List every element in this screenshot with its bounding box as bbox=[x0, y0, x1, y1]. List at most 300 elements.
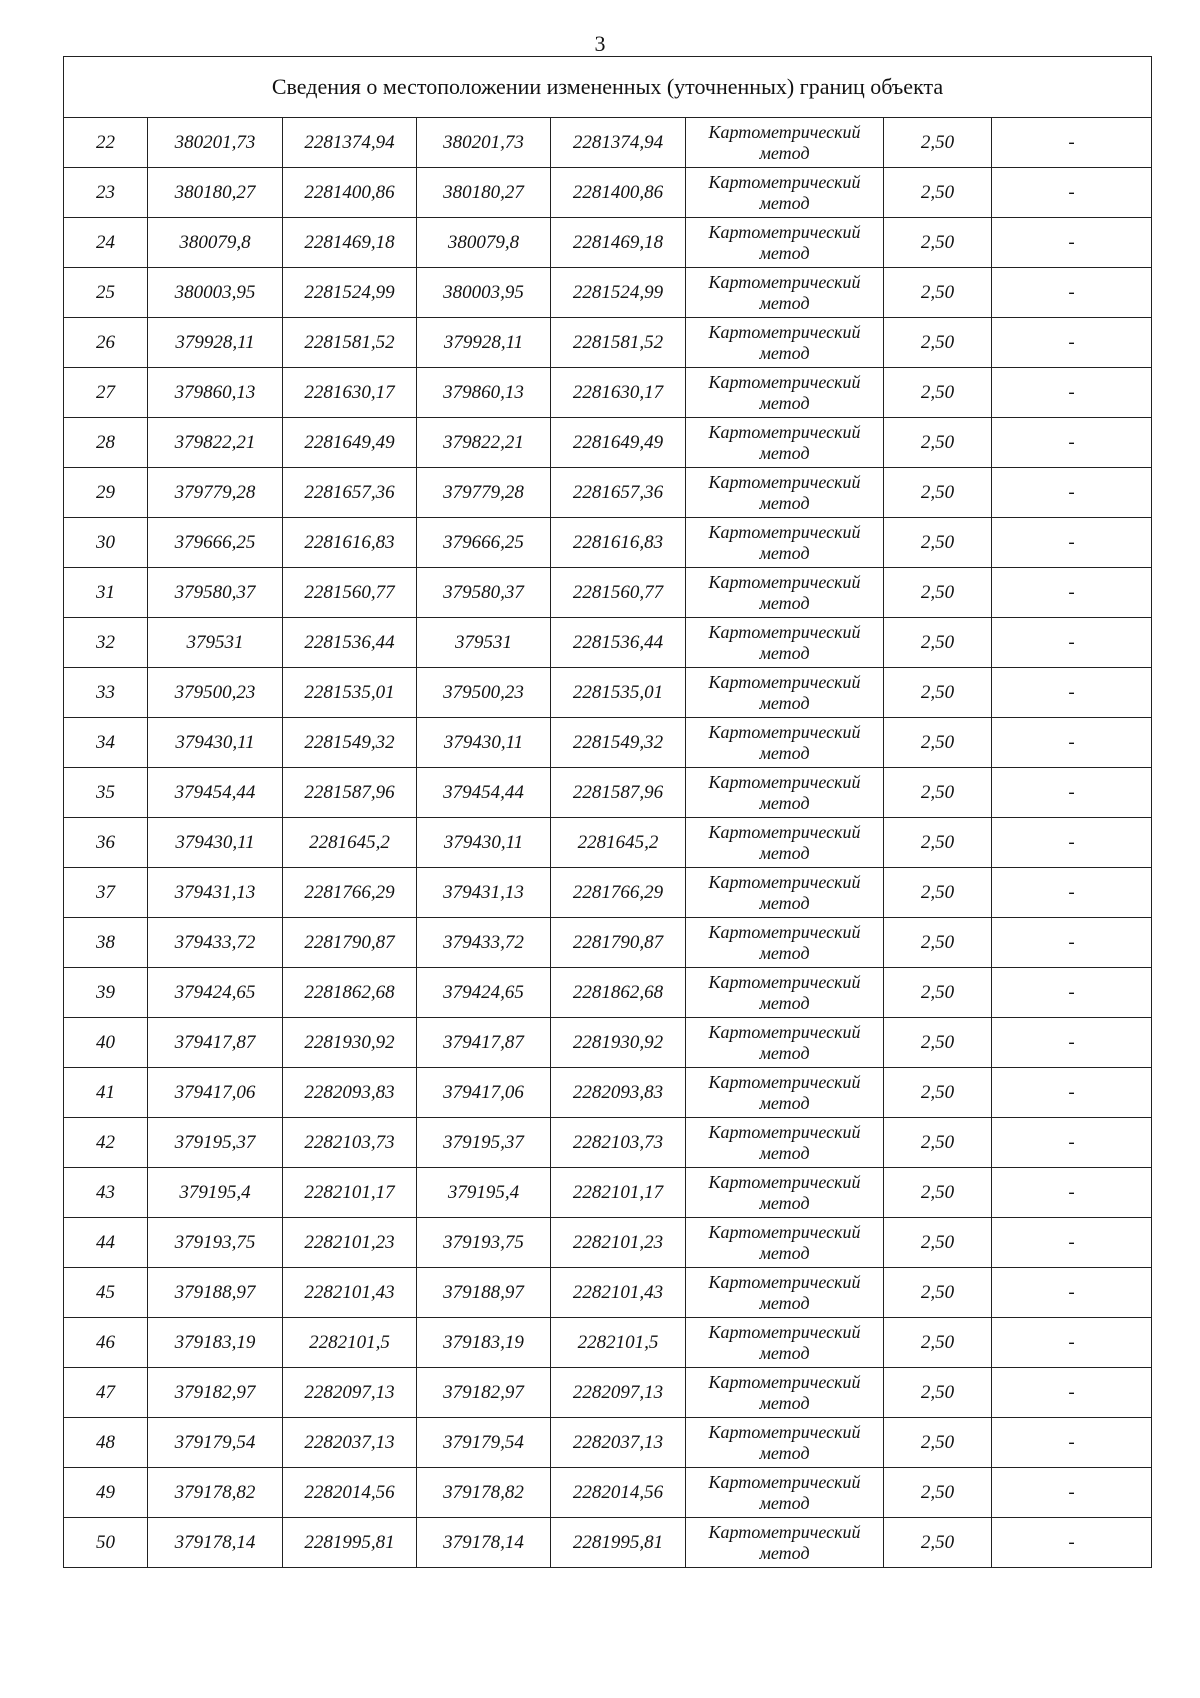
y-existing-cell: 2281535,01 bbox=[283, 668, 417, 718]
note-cell: - bbox=[992, 1318, 1152, 1368]
method-cell bbox=[686, 218, 884, 268]
accuracy-cell: 2,50 bbox=[884, 568, 992, 618]
table-row bbox=[64, 518, 1152, 568]
method-line-1: Картометрический bbox=[708, 1271, 861, 1292]
method-line-1: Картометрический bbox=[708, 971, 861, 992]
y-existing-cell: 2282101,43 bbox=[283, 1268, 417, 1318]
x-existing-cell: 379424,65 bbox=[148, 968, 283, 1018]
y-existing-cell: 2281645,2 bbox=[283, 818, 417, 868]
table-row bbox=[64, 318, 1152, 368]
method-line-2: метод bbox=[759, 1542, 810, 1563]
method-line-1: Картометрический bbox=[708, 1471, 861, 1492]
method-cell bbox=[686, 368, 884, 418]
method-line-2: метод bbox=[759, 392, 810, 413]
point-number-cell: 43 bbox=[64, 1168, 148, 1218]
y-refined-cell: 2281560,77 bbox=[551, 568, 686, 618]
x-refined-cell: 379178,14 bbox=[417, 1518, 551, 1568]
method-cell bbox=[686, 1318, 884, 1368]
table-row bbox=[64, 168, 1152, 218]
note-cell: - bbox=[992, 618, 1152, 668]
method-cell bbox=[686, 668, 884, 718]
method-line-1: Картометрический bbox=[708, 571, 861, 592]
table-title: Сведения о местоположении измененных (уточненных) границ объекта bbox=[64, 57, 1152, 118]
method-cell bbox=[686, 868, 884, 918]
method-line-1: Картометрический bbox=[708, 1321, 861, 1342]
method-cell bbox=[686, 1018, 884, 1068]
x-existing-cell: 379193,75 bbox=[148, 1218, 283, 1268]
method-line-1: Картометрический bbox=[708, 1021, 861, 1042]
accuracy-cell: 2,50 bbox=[884, 218, 992, 268]
point-number-cell: 34 bbox=[64, 718, 148, 768]
y-refined-cell: 2281469,18 bbox=[551, 218, 686, 268]
accuracy-cell: 2,50 bbox=[884, 168, 992, 218]
x-refined-cell: 379183,19 bbox=[417, 1318, 551, 1368]
y-existing-cell: 2282037,13 bbox=[283, 1418, 417, 1468]
method-cell bbox=[686, 118, 884, 168]
table-row bbox=[64, 1168, 1152, 1218]
y-existing-cell: 2282101,23 bbox=[283, 1218, 417, 1268]
point-number-cell: 44 bbox=[64, 1218, 148, 1268]
accuracy-cell: 2,50 bbox=[884, 1518, 992, 1568]
y-refined-cell: 2282037,13 bbox=[551, 1418, 686, 1468]
method-cell bbox=[686, 1068, 884, 1118]
method-cell bbox=[686, 1268, 884, 1318]
x-refined-cell: 379531 bbox=[417, 618, 551, 668]
y-existing-cell: 2281649,49 bbox=[283, 418, 417, 468]
method-line-1: Картометрический bbox=[708, 1121, 861, 1142]
accuracy-cell: 2,50 bbox=[884, 518, 992, 568]
y-refined-cell: 2281581,52 bbox=[551, 318, 686, 368]
method-cell bbox=[686, 1368, 884, 1418]
method-cell bbox=[686, 918, 884, 968]
method-line-2: метод bbox=[759, 1042, 810, 1063]
note-cell: - bbox=[992, 218, 1152, 268]
x-refined-cell: 380003,95 bbox=[417, 268, 551, 318]
method-line-2: метод bbox=[759, 942, 810, 963]
note-cell: - bbox=[992, 268, 1152, 318]
point-number-cell: 45 bbox=[64, 1268, 148, 1318]
note-cell: - bbox=[992, 318, 1152, 368]
method-cell bbox=[686, 468, 884, 518]
table-row bbox=[64, 1268, 1152, 1318]
accuracy-cell: 2,50 bbox=[884, 368, 992, 418]
table-row bbox=[64, 618, 1152, 668]
point-number-cell: 42 bbox=[64, 1118, 148, 1168]
accuracy-cell: 2,50 bbox=[884, 918, 992, 968]
y-existing-cell: 2281630,17 bbox=[283, 368, 417, 418]
method-line-2: метод bbox=[759, 1442, 810, 1463]
table-row bbox=[64, 1318, 1152, 1368]
table-row bbox=[64, 718, 1152, 768]
point-number-cell: 22 bbox=[64, 118, 148, 168]
note-cell: - bbox=[992, 1118, 1152, 1168]
note-cell: - bbox=[992, 1218, 1152, 1268]
y-refined-cell: 2282097,13 bbox=[551, 1368, 686, 1418]
method-line-1: Картометрический bbox=[708, 421, 861, 442]
method-line-1: Картометрический bbox=[708, 1521, 861, 1542]
accuracy-cell: 2,50 bbox=[884, 1268, 992, 1318]
y-refined-cell: 2282093,83 bbox=[551, 1068, 686, 1118]
method-cell bbox=[686, 1518, 884, 1568]
y-refined-cell: 2282101,43 bbox=[551, 1268, 686, 1318]
table-body bbox=[64, 57, 1152, 1568]
table-row bbox=[64, 768, 1152, 818]
x-existing-cell: 379431,13 bbox=[148, 868, 283, 918]
x-existing-cell: 379417,06 bbox=[148, 1068, 283, 1118]
x-refined-cell: 379188,97 bbox=[417, 1268, 551, 1318]
y-existing-cell: 2281581,52 bbox=[283, 318, 417, 368]
x-existing-cell: 379928,11 bbox=[148, 318, 283, 368]
accuracy-cell: 2,50 bbox=[884, 1218, 992, 1268]
method-cell bbox=[686, 768, 884, 818]
method-cell bbox=[686, 418, 884, 468]
method-line-2: метод bbox=[759, 642, 810, 663]
method-line-1: Картометрический bbox=[708, 221, 861, 242]
y-refined-cell: 2281587,96 bbox=[551, 768, 686, 818]
x-refined-cell: 379430,11 bbox=[417, 818, 551, 868]
method-line-1: Картометрический bbox=[708, 121, 861, 142]
method-cell bbox=[686, 818, 884, 868]
table-row bbox=[64, 1018, 1152, 1068]
table-row bbox=[64, 1068, 1152, 1118]
method-cell bbox=[686, 568, 884, 618]
point-number-cell: 38 bbox=[64, 918, 148, 968]
y-existing-cell: 2282097,13 bbox=[283, 1368, 417, 1418]
point-number-cell: 32 bbox=[64, 618, 148, 668]
point-number-cell: 40 bbox=[64, 1018, 148, 1068]
method-line-1: Картометрический bbox=[708, 1171, 861, 1192]
x-refined-cell: 379928,11 bbox=[417, 318, 551, 368]
x-existing-cell: 380003,95 bbox=[148, 268, 283, 318]
note-cell: - bbox=[992, 1468, 1152, 1518]
x-refined-cell: 379193,75 bbox=[417, 1218, 551, 1268]
point-number-cell: 37 bbox=[64, 868, 148, 918]
note-cell: - bbox=[992, 568, 1152, 618]
x-refined-cell: 379182,97 bbox=[417, 1368, 551, 1418]
method-line-1: Картометрический bbox=[708, 921, 861, 942]
note-cell: - bbox=[992, 468, 1152, 518]
y-existing-cell: 2281766,29 bbox=[283, 868, 417, 918]
method-cell bbox=[686, 1218, 884, 1268]
y-refined-cell: 2282101,23 bbox=[551, 1218, 686, 1268]
x-refined-cell: 379822,21 bbox=[417, 418, 551, 468]
y-existing-cell: 2281549,32 bbox=[283, 718, 417, 768]
note-cell: - bbox=[992, 1168, 1152, 1218]
table-row bbox=[64, 218, 1152, 268]
x-refined-cell: 379417,87 bbox=[417, 1018, 551, 1068]
y-existing-cell: 2281616,83 bbox=[283, 518, 417, 568]
note-cell: - bbox=[992, 1368, 1152, 1418]
method-line-2: метод bbox=[759, 192, 810, 213]
method-cell bbox=[686, 968, 884, 1018]
y-refined-cell: 2281995,81 bbox=[551, 1518, 686, 1568]
point-number-cell: 26 bbox=[64, 318, 148, 368]
y-refined-cell: 2281645,2 bbox=[551, 818, 686, 868]
table-row bbox=[64, 1218, 1152, 1268]
y-refined-cell: 2281524,99 bbox=[551, 268, 686, 318]
method-line-1: Картометрический bbox=[708, 721, 861, 742]
accuracy-cell: 2,50 bbox=[884, 768, 992, 818]
point-number-cell: 29 bbox=[64, 468, 148, 518]
method-line-1: Картометрический bbox=[708, 871, 861, 892]
note-cell: - bbox=[992, 1418, 1152, 1468]
method-line-2: метод bbox=[759, 592, 810, 613]
y-refined-cell: 2281536,44 bbox=[551, 618, 686, 668]
note-cell: - bbox=[992, 1268, 1152, 1318]
y-refined-cell: 2281862,68 bbox=[551, 968, 686, 1018]
accuracy-cell: 2,50 bbox=[884, 718, 992, 768]
accuracy-cell: 2,50 bbox=[884, 1118, 992, 1168]
method-line-1: Картометрический bbox=[708, 621, 861, 642]
x-existing-cell: 379195,4 bbox=[148, 1168, 283, 1218]
method-cell bbox=[686, 518, 884, 568]
x-existing-cell: 379178,82 bbox=[148, 1468, 283, 1518]
accuracy-cell: 2,50 bbox=[884, 1368, 992, 1418]
y-existing-cell: 2281536,44 bbox=[283, 618, 417, 668]
y-refined-cell: 2281649,49 bbox=[551, 418, 686, 468]
y-existing-cell: 2281657,36 bbox=[283, 468, 417, 518]
method-line-2: метод bbox=[759, 1242, 810, 1263]
method-line-1: Картометрический bbox=[708, 271, 861, 292]
y-existing-cell: 2282101,5 bbox=[283, 1318, 417, 1368]
method-line-1: Картометрический bbox=[708, 1421, 861, 1442]
y-refined-cell: 2281616,83 bbox=[551, 518, 686, 568]
point-number-cell: 31 bbox=[64, 568, 148, 618]
point-number-cell: 35 bbox=[64, 768, 148, 818]
table-row bbox=[64, 1518, 1152, 1568]
x-existing-cell: 379666,25 bbox=[148, 518, 283, 568]
point-number-cell: 47 bbox=[64, 1368, 148, 1418]
table-row bbox=[64, 568, 1152, 618]
method-cell bbox=[686, 618, 884, 668]
x-existing-cell: 379779,28 bbox=[148, 468, 283, 518]
x-existing-cell: 379580,37 bbox=[148, 568, 283, 618]
method-line-2: метод bbox=[759, 992, 810, 1013]
y-refined-cell: 2281930,92 bbox=[551, 1018, 686, 1068]
x-refined-cell: 379580,37 bbox=[417, 568, 551, 618]
x-existing-cell: 379500,23 bbox=[148, 668, 283, 718]
note-cell: - bbox=[992, 868, 1152, 918]
table-row bbox=[64, 918, 1152, 968]
accuracy-cell: 2,50 bbox=[884, 268, 992, 318]
method-line-2: метод bbox=[759, 692, 810, 713]
table-row bbox=[64, 868, 1152, 918]
accuracy-cell: 2,50 bbox=[884, 1168, 992, 1218]
note-cell: - bbox=[992, 818, 1152, 868]
x-existing-cell: 380201,73 bbox=[148, 118, 283, 168]
x-existing-cell: 379860,13 bbox=[148, 368, 283, 418]
table-row bbox=[64, 268, 1152, 318]
accuracy-cell: 2,50 bbox=[884, 118, 992, 168]
x-existing-cell: 379822,21 bbox=[148, 418, 283, 468]
y-existing-cell: 2281469,18 bbox=[283, 218, 417, 268]
method-line-1: Картометрический bbox=[708, 171, 861, 192]
method-line-2: метод bbox=[759, 842, 810, 863]
method-cell bbox=[686, 268, 884, 318]
x-existing-cell: 379430,11 bbox=[148, 818, 283, 868]
point-number-cell: 39 bbox=[64, 968, 148, 1018]
point-number-cell: 46 bbox=[64, 1318, 148, 1368]
method-line-1: Картометрический bbox=[708, 771, 861, 792]
y-refined-cell: 2281790,87 bbox=[551, 918, 686, 968]
accuracy-cell: 2,50 bbox=[884, 418, 992, 468]
accuracy-cell: 2,50 bbox=[884, 468, 992, 518]
x-existing-cell: 379433,72 bbox=[148, 918, 283, 968]
accuracy-cell: 2,50 bbox=[884, 1318, 992, 1368]
point-number-cell: 36 bbox=[64, 818, 148, 868]
note-cell: - bbox=[992, 668, 1152, 718]
point-number-cell: 48 bbox=[64, 1418, 148, 1468]
accuracy-cell: 2,50 bbox=[884, 618, 992, 668]
y-refined-cell: 2281549,32 bbox=[551, 718, 686, 768]
note-cell: - bbox=[992, 1518, 1152, 1568]
x-refined-cell: 379195,37 bbox=[417, 1118, 551, 1168]
method-line-2: метод bbox=[759, 1342, 810, 1363]
x-refined-cell: 379431,13 bbox=[417, 868, 551, 918]
y-refined-cell: 2281657,36 bbox=[551, 468, 686, 518]
x-refined-cell: 379454,44 bbox=[417, 768, 551, 818]
x-refined-cell: 379195,4 bbox=[417, 1168, 551, 1218]
note-cell: - bbox=[992, 718, 1152, 768]
point-number-cell: 25 bbox=[64, 268, 148, 318]
y-existing-cell: 2281400,86 bbox=[283, 168, 417, 218]
accuracy-cell: 2,50 bbox=[884, 818, 992, 868]
x-refined-cell: 379500,23 bbox=[417, 668, 551, 718]
x-refined-cell: 379417,06 bbox=[417, 1068, 551, 1118]
note-cell: - bbox=[992, 418, 1152, 468]
accuracy-cell: 2,50 bbox=[884, 968, 992, 1018]
note-cell: - bbox=[992, 118, 1152, 168]
table-row bbox=[64, 1118, 1152, 1168]
note-cell: - bbox=[992, 368, 1152, 418]
method-cell bbox=[686, 1118, 884, 1168]
table-row bbox=[64, 968, 1152, 1018]
y-refined-cell: 2282103,73 bbox=[551, 1118, 686, 1168]
method-line-2: метод bbox=[759, 792, 810, 813]
table-row bbox=[64, 468, 1152, 518]
y-refined-cell: 2282014,56 bbox=[551, 1468, 686, 1518]
table-row bbox=[64, 1418, 1152, 1468]
x-refined-cell: 379424,65 bbox=[417, 968, 551, 1018]
x-existing-cell: 379178,14 bbox=[148, 1518, 283, 1568]
x-existing-cell: 379195,37 bbox=[148, 1118, 283, 1168]
point-number-cell: 50 bbox=[64, 1518, 148, 1568]
method-cell bbox=[686, 1468, 884, 1518]
accuracy-cell: 2,50 bbox=[884, 1018, 992, 1068]
y-existing-cell: 2282103,73 bbox=[283, 1118, 417, 1168]
y-existing-cell: 2281862,68 bbox=[283, 968, 417, 1018]
y-refined-cell: 2282101,5 bbox=[551, 1318, 686, 1368]
method-line-2: метод bbox=[759, 742, 810, 763]
x-refined-cell: 379666,25 bbox=[417, 518, 551, 568]
y-existing-cell: 2281524,99 bbox=[283, 268, 417, 318]
table-title-row bbox=[64, 57, 1152, 118]
accuracy-cell: 2,50 bbox=[884, 1468, 992, 1518]
method-line-1: Картометрический bbox=[708, 1221, 861, 1242]
x-existing-cell: 379454,44 bbox=[148, 768, 283, 818]
note-cell: - bbox=[992, 1018, 1152, 1068]
y-existing-cell: 2281560,77 bbox=[283, 568, 417, 618]
x-refined-cell: 380079,8 bbox=[417, 218, 551, 268]
point-number-cell: 33 bbox=[64, 668, 148, 718]
method-line-2: метод bbox=[759, 142, 810, 163]
method-line-2: метод bbox=[759, 1292, 810, 1313]
method-line-2: метод bbox=[759, 342, 810, 363]
method-cell bbox=[686, 318, 884, 368]
x-refined-cell: 380180,27 bbox=[417, 168, 551, 218]
method-line-2: метод bbox=[759, 892, 810, 913]
method-line-2: метод bbox=[759, 1092, 810, 1113]
accuracy-cell: 2,50 bbox=[884, 1418, 992, 1468]
point-number-cell: 30 bbox=[64, 518, 148, 568]
x-existing-cell: 380180,27 bbox=[148, 168, 283, 218]
y-existing-cell: 2281995,81 bbox=[283, 1518, 417, 1568]
method-line-2: метод bbox=[759, 1392, 810, 1413]
y-refined-cell: 2281535,01 bbox=[551, 668, 686, 718]
note-cell: - bbox=[992, 768, 1152, 818]
method-line-1: Картометрический bbox=[708, 321, 861, 342]
y-existing-cell: 2281930,92 bbox=[283, 1018, 417, 1068]
note-cell: - bbox=[992, 918, 1152, 968]
point-number-cell: 28 bbox=[64, 418, 148, 468]
table-row bbox=[64, 118, 1152, 168]
x-refined-cell: 379430,11 bbox=[417, 718, 551, 768]
point-number-cell: 23 bbox=[64, 168, 148, 218]
method-cell bbox=[686, 168, 884, 218]
method-line-2: метод bbox=[759, 492, 810, 513]
y-refined-cell: 2282101,17 bbox=[551, 1168, 686, 1218]
y-existing-cell: 2282101,17 bbox=[283, 1168, 417, 1218]
y-existing-cell: 2282093,83 bbox=[283, 1068, 417, 1118]
y-existing-cell: 2281374,94 bbox=[283, 118, 417, 168]
table-row bbox=[64, 818, 1152, 868]
x-refined-cell: 379179,54 bbox=[417, 1418, 551, 1468]
method-line-1: Картометрический bbox=[708, 471, 861, 492]
note-cell: - bbox=[992, 518, 1152, 568]
method-line-2: метод bbox=[759, 1142, 810, 1163]
x-existing-cell: 379188,97 bbox=[148, 1268, 283, 1318]
y-existing-cell: 2281790,87 bbox=[283, 918, 417, 968]
method-line-1: Картометрический bbox=[708, 1371, 861, 1392]
method-line-2: метод bbox=[759, 542, 810, 563]
table-row bbox=[64, 418, 1152, 468]
point-number-cell: 49 bbox=[64, 1468, 148, 1518]
point-number-cell: 41 bbox=[64, 1068, 148, 1118]
y-refined-cell: 2281374,94 bbox=[551, 118, 686, 168]
y-refined-cell: 2281630,17 bbox=[551, 368, 686, 418]
x-existing-cell: 379182,97 bbox=[148, 1368, 283, 1418]
x-existing-cell: 379430,11 bbox=[148, 718, 283, 768]
table-row bbox=[64, 368, 1152, 418]
x-existing-cell: 379179,54 bbox=[148, 1418, 283, 1468]
x-existing-cell: 380079,8 bbox=[148, 218, 283, 268]
x-refined-cell: 379860,13 bbox=[417, 368, 551, 418]
point-number-cell: 27 bbox=[64, 368, 148, 418]
x-existing-cell: 379531 bbox=[148, 618, 283, 668]
method-line-2: метод bbox=[759, 292, 810, 313]
table-row bbox=[64, 1368, 1152, 1418]
x-existing-cell: 379183,19 bbox=[148, 1318, 283, 1368]
method-line-1: Картометрический bbox=[708, 521, 861, 542]
method-cell bbox=[686, 1168, 884, 1218]
x-refined-cell: 379779,28 bbox=[417, 468, 551, 518]
accuracy-cell: 2,50 bbox=[884, 868, 992, 918]
method-line-1: Картометрический bbox=[708, 671, 861, 692]
x-refined-cell: 380201,73 bbox=[417, 118, 551, 168]
accuracy-cell: 2,50 bbox=[884, 1068, 992, 1118]
x-refined-cell: 379178,82 bbox=[417, 1468, 551, 1518]
method-line-2: метод bbox=[759, 1192, 810, 1213]
